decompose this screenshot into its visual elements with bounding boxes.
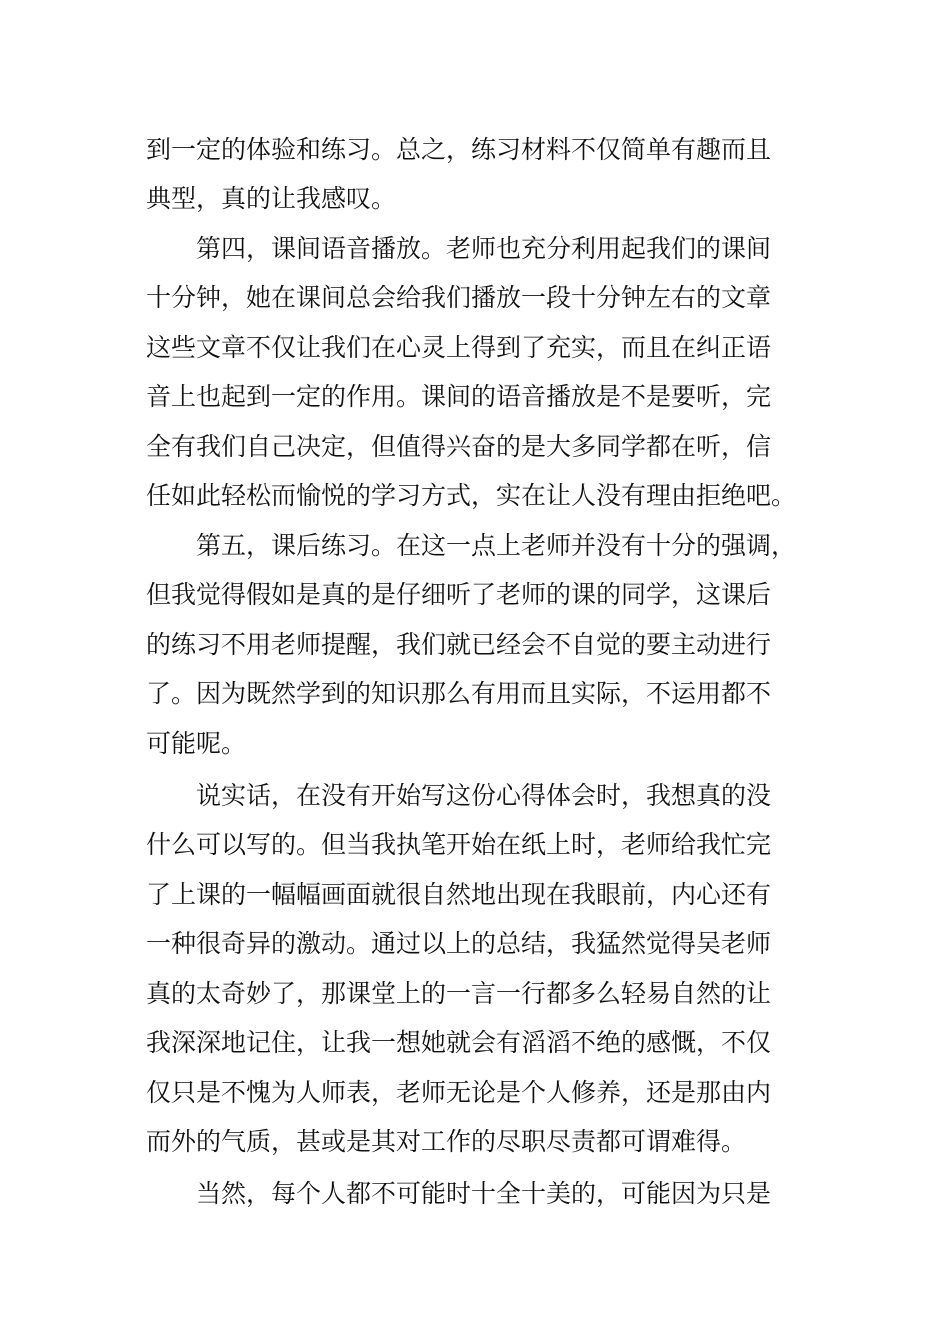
text-line: 当然，每个人都不可能时十全十美的，可能因为只是 — [146, 1179, 772, 1208]
text-line: 第五，课后练习。在这一点上老师并没有十分的强调， — [146, 531, 797, 560]
text-line: 了上课的一幅幅画面就很自然地出现在我眼前，内心还有 — [146, 880, 772, 909]
text-line: 典型，真的让我感叹。 — [146, 184, 397, 213]
text-line: 可能呢。 — [146, 729, 247, 758]
text-line: 任如此轻松而愉悦的学习方式，实在让人没有理由拒绝吧。 — [146, 481, 797, 510]
text-line: 这些文章不仅让我们在心灵上得到了充实，而且在纠正语 — [146, 333, 772, 362]
text-line: 什么可以写的。但当我执笔开始在纸上时，老师给我忙完 — [146, 830, 772, 859]
text-line: 了。因为既然学到的知识那么有用而且实际，不运用都不 — [146, 679, 772, 708]
text-line: 说实话，在没有开始写这份心得体会时，我想真的没 — [146, 781, 772, 810]
text-line: 但我觉得假如是真的是仔细听了老师的课的同学，这课后 — [146, 580, 772, 609]
text-line: 全有我们自己决定，但值得兴奋的是大多同学都在听，信 — [146, 432, 772, 461]
text-line: 一种很奇异的激动。通过以上的总结，我猛然觉得吴老师 — [146, 929, 772, 958]
text-line: 我深深地记住，让我一想她就会有滔滔不绝的感慨，不仅 — [146, 1028, 772, 1057]
text-line: 仅只是不愧为人师表，老师无论是个人修养，还是那由内 — [146, 1078, 772, 1107]
text-line: 第四，课间语音播放。老师也充分利用起我们的课间 — [146, 234, 772, 263]
text-line: 音上也起到一定的作用。课间的语音播放是不是要听，完 — [146, 382, 772, 411]
text-line: 真的太奇妙了，那课堂上的一言一行都多么轻易自然的让 — [146, 979, 772, 1008]
text-line: 而外的气质，甚或是其对工作的尽职尽责都可谓难得。 — [146, 1127, 747, 1156]
text-line: 十分钟，她在课间总会给我们播放一段十分钟左右的文章 — [146, 283, 772, 312]
text-line: 到一定的体验和练习。总之，练习材料不仅简单有趣而且 — [146, 135, 772, 164]
text-line: 的练习不用老师提醒，我们就已经会不自觉的要主动进行 — [146, 630, 772, 659]
